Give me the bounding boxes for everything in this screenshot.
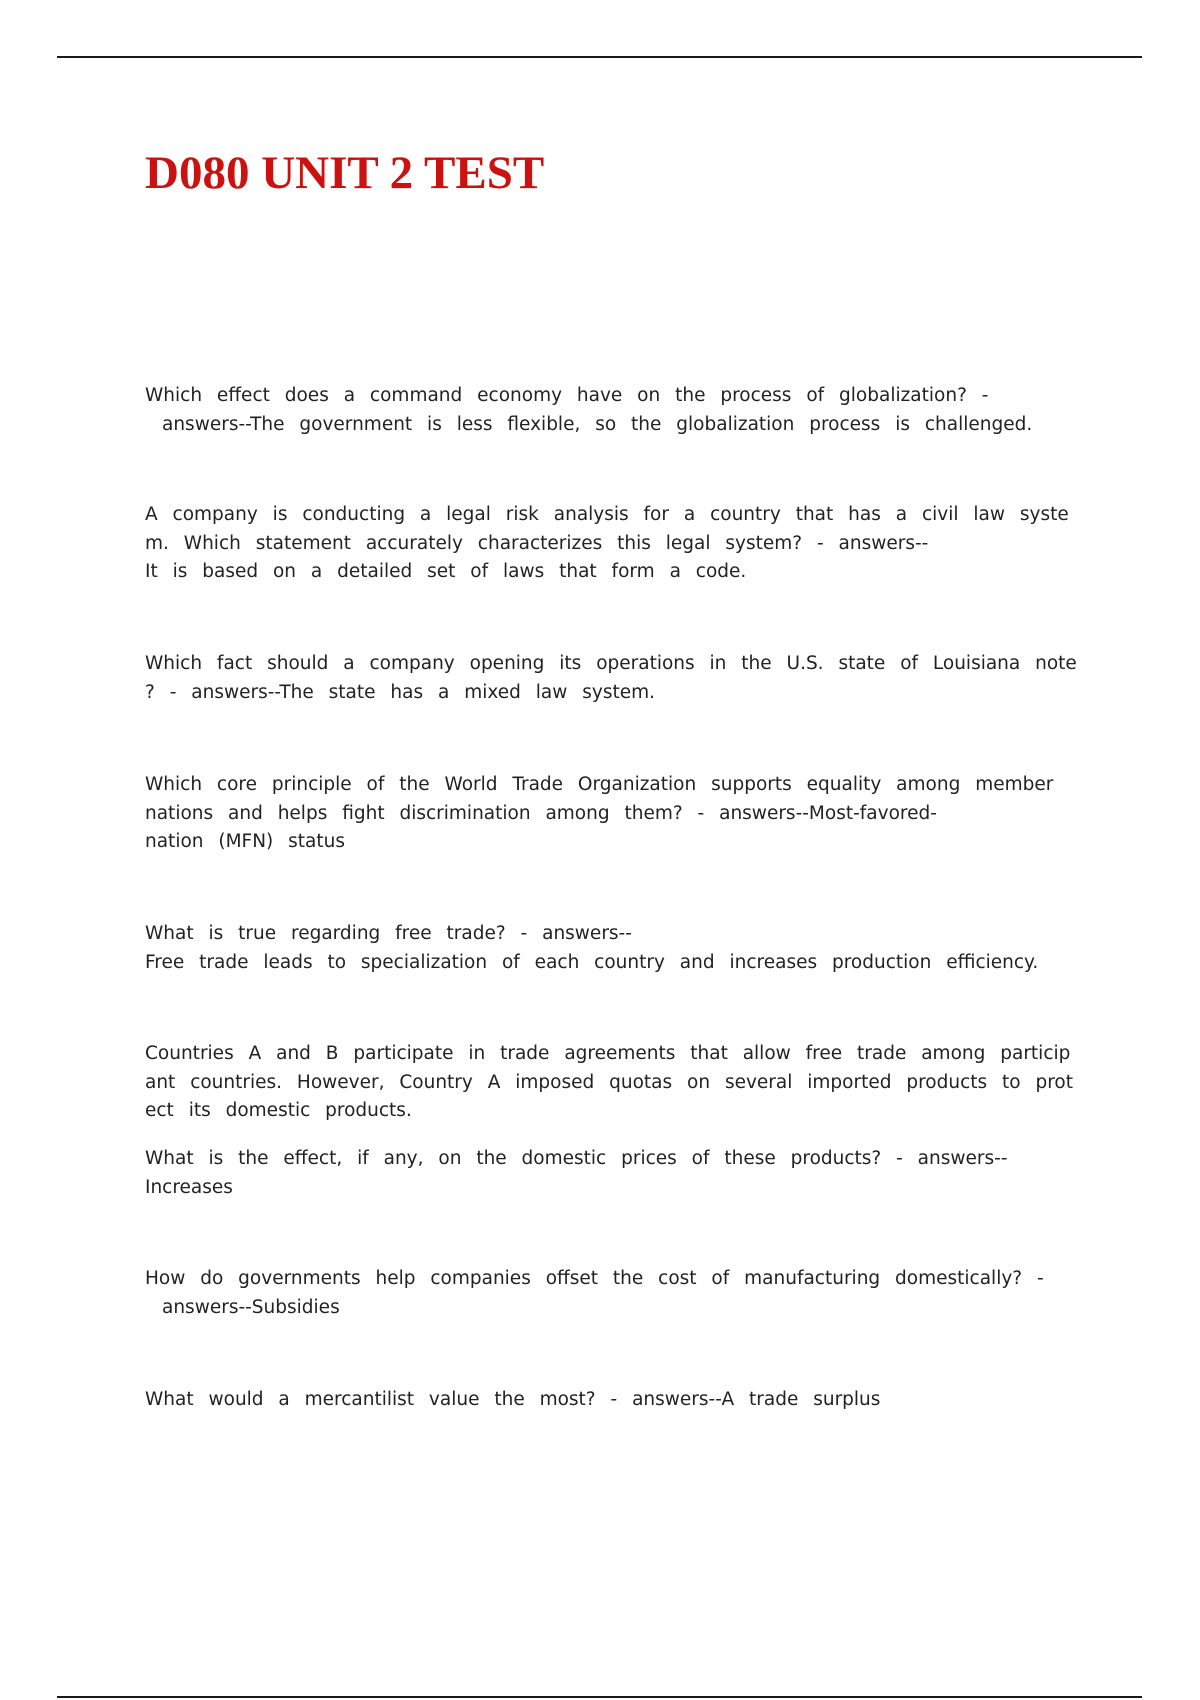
qa-item-8 (145, 1265, 1095, 1322)
qa-line: ect its domestic products. (145, 1100, 412, 1121)
qa-line: Free trade leads to specialization of each country and increases production efficiency. (145, 951, 1039, 973)
qa-item-1 (145, 382, 1095, 439)
qa-item-2 (145, 501, 1095, 587)
qa-item-9 (145, 1386, 1095, 1415)
qa-line: answers--The government is less flexible, so the globalization process is challenged. (162, 413, 1033, 435)
qa-item-7 (145, 1145, 1095, 1202)
qa-line: How do governments help companies offset the cost of manufacturing domestically? - (145, 1268, 1044, 1289)
qa-line: Countries A and B participate in trade agreements that allow free trade among particip (145, 1043, 1071, 1064)
qa-line: Which fact should a company opening its operations in the U.S. state of Louisiana note (145, 653, 1077, 674)
qa-line: What is the effect, if any, on the domestic prices of these products? - answers-- (145, 1148, 1008, 1169)
qa-item-6 (145, 1040, 1095, 1126)
qa-item-5 (145, 920, 1095, 977)
qa-line: What would a mercantilist value the most? - answers--A trade surplus (145, 1389, 881, 1410)
qa-line: nations and helps fight discrimination among them? - answers--Most-favored- (145, 802, 937, 824)
qa-line: What is true regarding free trade? - answers-- (145, 923, 632, 944)
qa-item-3 (145, 650, 1095, 707)
qa-line: Increases (145, 1176, 233, 1198)
qa-line: It is based on a detailed set of laws that form a code. (145, 561, 747, 582)
bottom-rule (57, 1696, 1142, 1698)
qa-line: nation (MFN) status (145, 831, 345, 852)
qa-line: ant countries. However, Country A imposed quotas on several imported products to prot (145, 1071, 1073, 1093)
document-title: D080 UNIT 2 TEST (145, 147, 545, 199)
qa-item-4 (145, 771, 1095, 857)
qa-line: answers--Subsidies (162, 1296, 340, 1318)
top-rule (57, 56, 1142, 58)
qa-line: Which effect does a command economy have on the process of globalization? - (145, 385, 989, 406)
qa-line: ? - answers--The state has a mixed law system. (145, 681, 655, 703)
qa-line: m. Which statement accurately characterizes this legal system? - answers-- (145, 532, 929, 554)
qa-line: Which core principle of the World Trade Organization supports equality among member (145, 774, 1054, 795)
qa-line: A company is conducting a legal risk analysis for a country that has a civil law syste (145, 504, 1069, 525)
